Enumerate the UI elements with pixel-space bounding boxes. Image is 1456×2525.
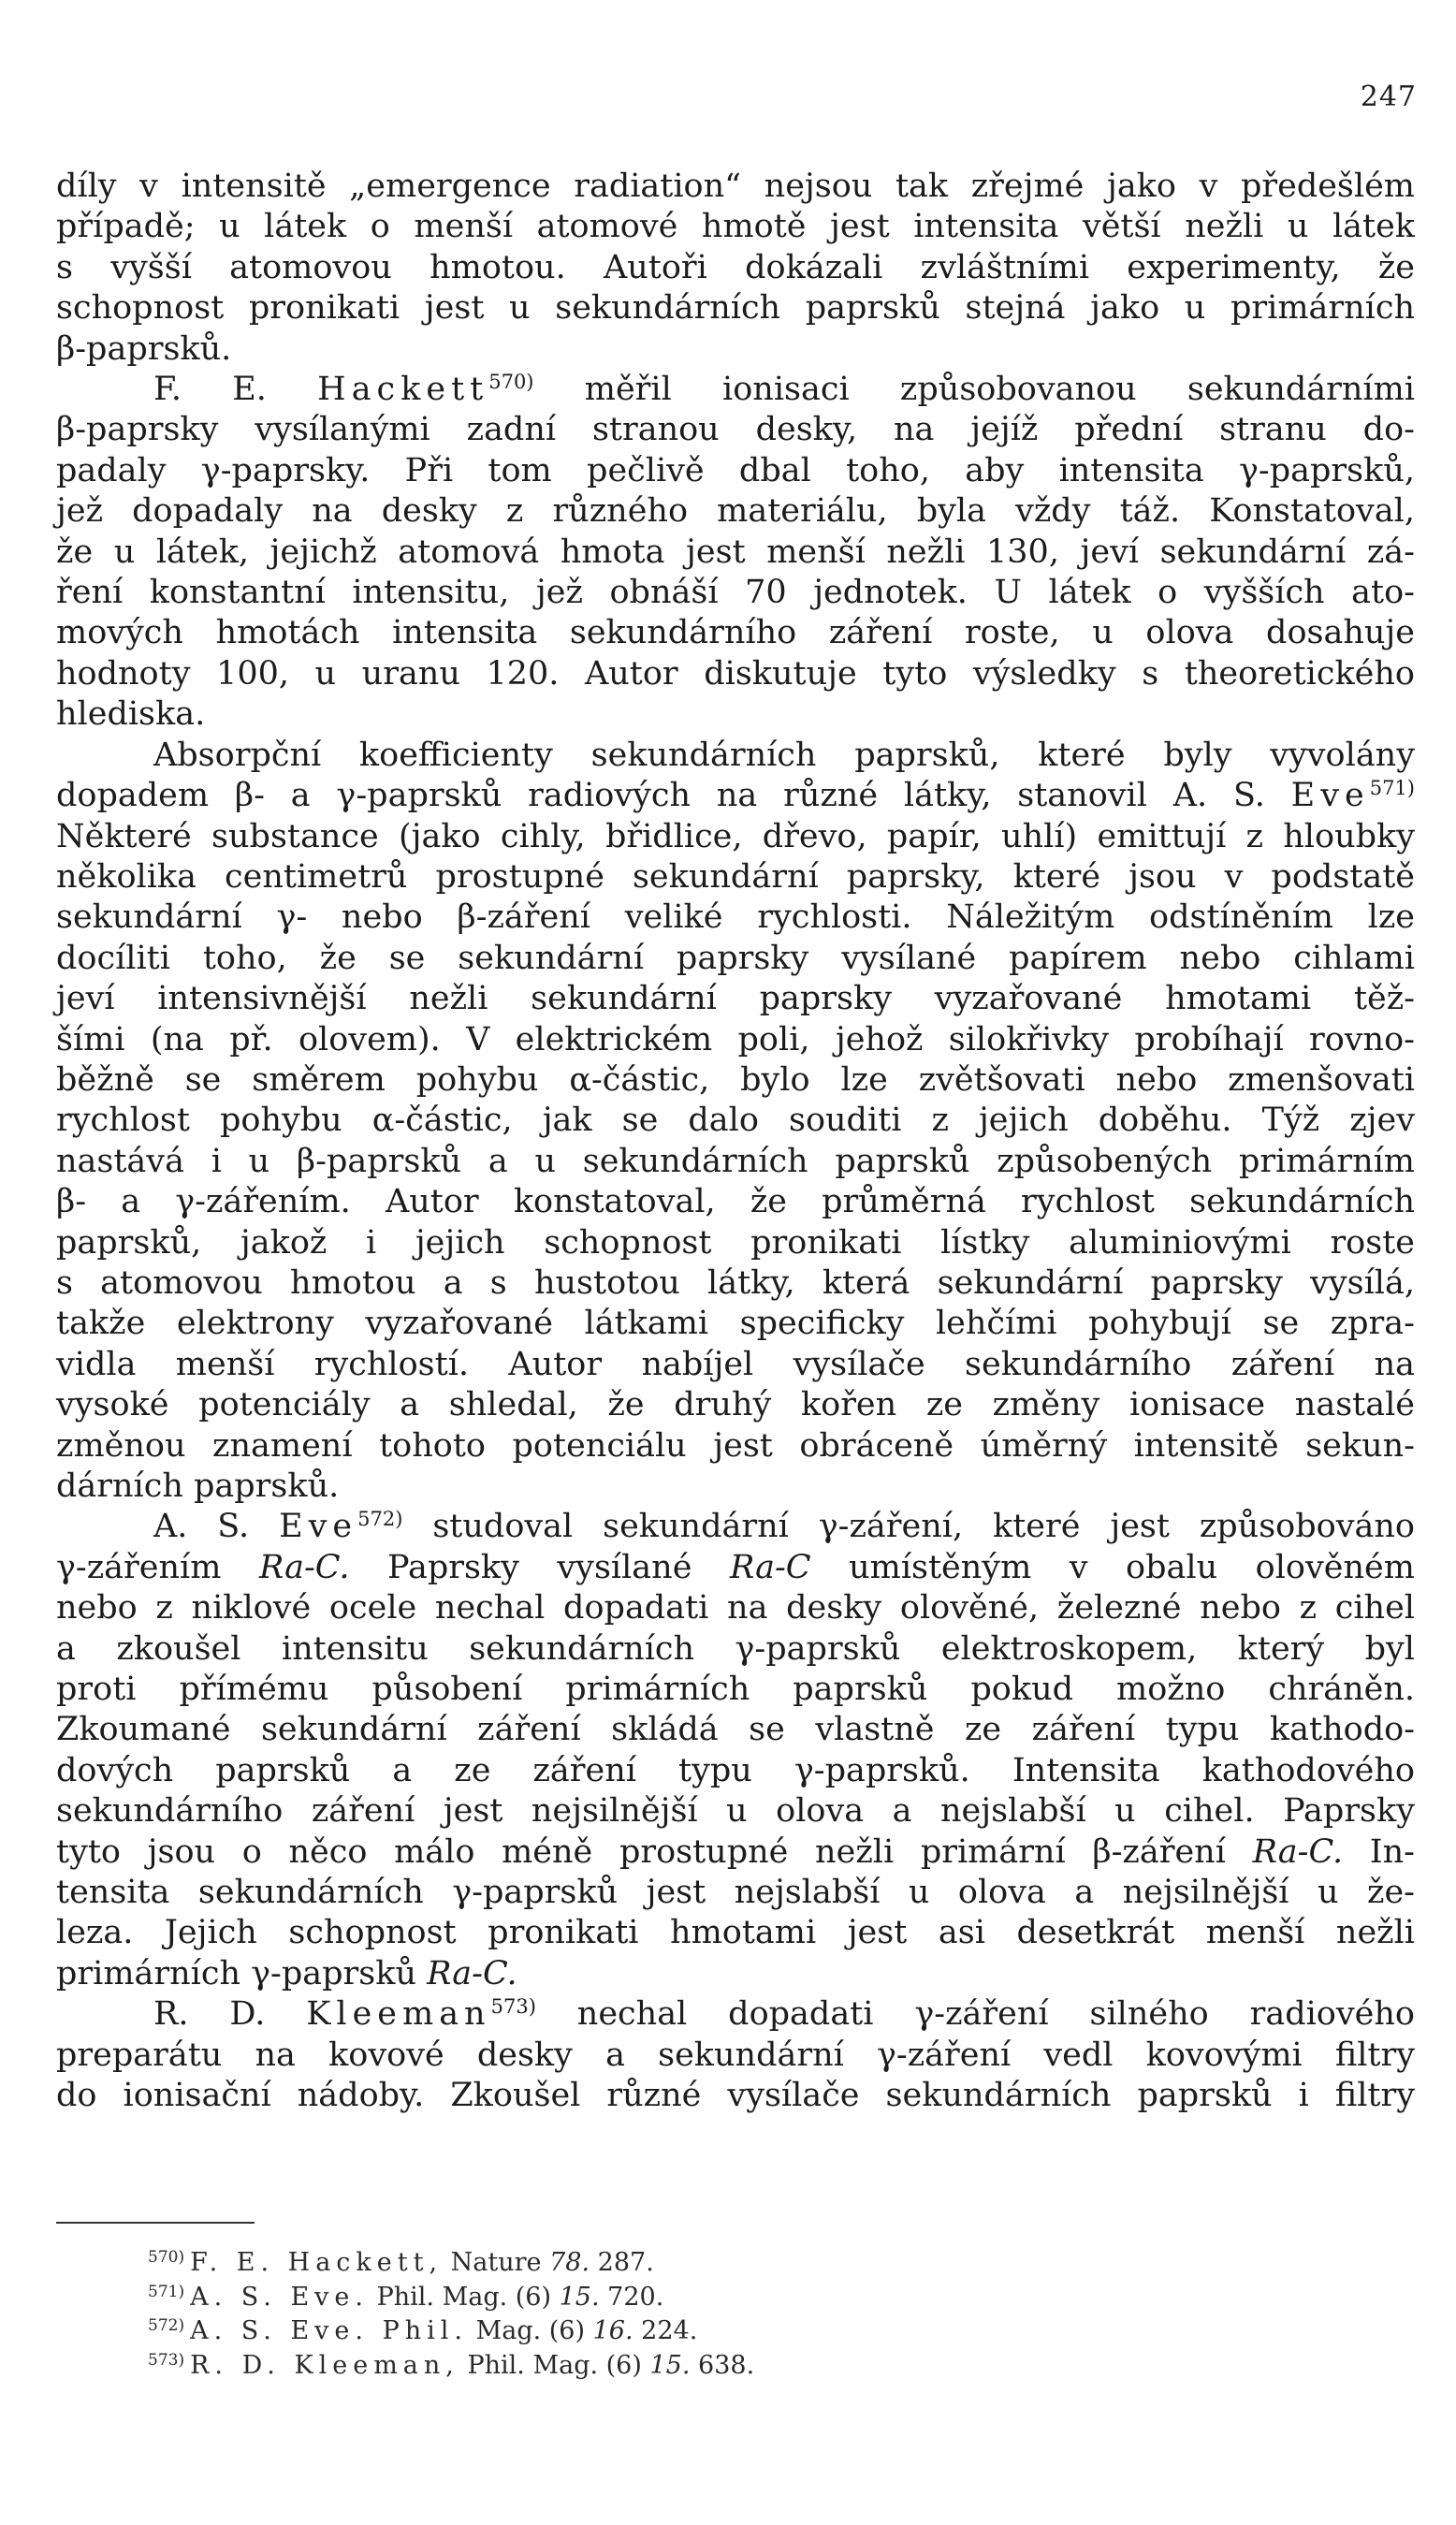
text-line: s atomovou hmotou a s hustotou látky, která sekundární paprsky vysílá, [56,1263,1415,1302]
footnote-mark: 570) [148,2248,185,2267]
text-line: dopadem β- a γ-paprsků radiových na různé látky, stanovil A. S. Eve$^{571)}$ [56,777,1415,815]
text-line: nebo z niklové ocele nechal dopadati na desky olověné, železné nebo z cihel [56,1589,1415,1627]
footnote-author: R. D. Kleeman, [190,2350,459,2380]
text-line: rychlost pohybu α-částic, jak se dalo souditi z jejich doběhu. Týž zjev [56,1102,1415,1140]
text-line: tyto jsou o něco málo méně prostupné nežli primární β-záření Ra-C. In- [56,1832,1415,1871]
text-line: β-paprsky vysílanými zadní stranou desky, na jejíž přední stranu do- [56,411,1415,449]
text-line: ření konstantní intensitu, jež obnáší 70 jednotek. U látek o vyšších ato- [56,574,1415,612]
text-line: mových hmotách intensita sekundárního záření roste, u olova dosahuje [56,614,1415,652]
isotope-label: Ra-C [729,1548,811,1586]
footnote-ref: 571) [1369,777,1415,800]
paragraph-start: Absorpční koefficienty sekundárních paprsků, které byly vyvolány [153,736,1415,774]
text-line: nastává i u β-paprsků a u sekundárních paprsků způsobených primárním [56,1142,1415,1180]
text-line: že u látek, jejichž atomová hmota jest menší nežli 130, jeví sekundární zá- [56,533,1415,571]
text-line: vidla menší rychlostí. Autor nabíjel vysílače sekundárního záření na [56,1345,1415,1383]
text-line: hlediska. [56,695,206,734]
text-line: s vyšší atomovou hmotou. Autoři dokázali zvláštními experimenty, že [56,248,1415,286]
text-line: primárních γ-paprsků Ra-C. [56,1954,517,1992]
text-line: proti přímému působení primárních paprsků pokud možno chráněn. [56,1671,1415,1709]
text-line: dových paprsků a ze záření typu γ-paprsků. Intensita kathodového [56,1751,1415,1789]
author-name: Eve [1290,777,1370,815]
text-line: Některé substance (jako cihly, břidlice, dřevo, papír, uhlí) emittují z hloubky [56,817,1415,855]
paragraph-start: A. S. Eve$^{572)}$ studoval sekundární γ-záření, které jest způsobováno [153,1508,1415,1546]
footnote-ref: 573) [490,1995,536,2019]
text-line: preparátu na kovové desky a sekundární γ-záření vedl kovovými filtry [56,2036,1415,2074]
footnote-mark: 572) [148,2316,185,2335]
footnote-ref: 570) [488,371,534,394]
text-line: díly v intensitě „emergence radiation“ nejsou tak zřejmé jako v předešlém [56,168,1415,205]
footnotes [148,2246,990,2383]
footnote-mark: 571) [148,2282,185,2301]
text-line: schopnost pronikati jest u sekundárních paprsků stejná jako u primárních [56,289,1415,328]
text-line: šími (na př. olovem). V elektrickém poli, jehož silokřivky probíhají rovno- [56,1020,1415,1058]
isotope-label: Ra-C. [427,1954,517,1992]
text-line: paprsků, jakož i jejich schopnost pronikati lístky aluminiovými roste [56,1223,1415,1262]
footnote-mark: 573) [148,2350,185,2370]
text-line: do ionisační nádoby. Zkoušel různé vysílače sekundárních paprsků i filtry [56,2077,1415,2115]
text-line: jež dopadaly na desky z různého materiálu, byla vždy táž. Konstatoval, [56,492,1415,531]
text-line: a zkoušel intensitu sekundárních γ-paprsků elektroskopem, který byl [56,1629,1415,1668]
author-name: Eve [279,1508,358,1546]
footnote: $^{572)}$ A. S. Eve. Phil. Mag. (6) 16. 224. [148,2316,698,2345]
text-line: β- a γ-zářením. Autor konstatoval, že průměrná rychlost sekundárních [56,1183,1415,1221]
footnote: $^{571)}$ A. S. Eve. Phil. Mag. (6) 15. 720. [148,2282,664,2312]
footnote-ref: 572) [357,1508,403,1531]
text-line: případě; u látek o menší atomové hmotě jest intensita větší nežli u látek [56,208,1415,246]
paragraph-start: F. E. Hackett$^{570)}$ měřil ionisaci způsobovanou sekundárními [153,371,1415,409]
author-name: Hackett [317,371,489,409]
body-text [56,167,1415,2117]
isotope-label: Ra-C. [1252,1832,1344,1871]
text-line: několika centimetrů prostupné sekundární paprsky, které jsou v podstatě [56,857,1415,896]
text-line: sekundární γ- nebo β-záření veliké rychlosti. Náležitým odstíněním lze [56,898,1415,937]
footnote-author: A. S. Eve. Phil. [190,2316,468,2345]
footnote-author: F. E. Hackett, [190,2248,444,2277]
text-line: leza. Jejich schopnost pronikati hmotami jest asi desetkrát menší nežli [56,1914,1415,1952]
text-line: tensita sekundárních γ-paprsků jest nejslabší u olova a nejsilnější u že- [56,1874,1415,1912]
page-number: 247 [1360,80,1417,113]
footnote-divider [56,2222,255,2224]
author-name: Kleeman [306,1995,491,2034]
text-line: jeví intensivnější nežli sekundární paprsky vyzařované hmotami těž- [56,980,1415,1018]
text-line: dárních paprsků. [56,1467,340,1505]
text-line: sekundárního záření jest nejsilnější u olova a nejslabší u cihel. Paprsky [56,1792,1415,1831]
text-line: takže elektrony vyzařované látkami specificky lehčími pohybují se zpra- [56,1305,1415,1343]
text-line: docíliti toho, že se sekundární paprsky vysílané papírem nebo cihlami [56,939,1415,977]
isotope-label: Ra-C. [258,1548,350,1586]
footnote-author: A. S. Eve. [190,2282,369,2312]
text-line: Zkoumané sekundární záření skládá se vlastně ze záření typu kathodo- [56,1711,1415,1749]
text-line: hodnoty 100, u uranu 120. Autor diskutuje tyto výsledky s theoretického [56,654,1415,693]
paragraph-start: R. D. Kleeman$^{573)}$ nechal dopadati γ-záření silného radiového [153,1995,1415,2034]
text-line: běžně se směrem pohybu α-částic, bylo lze zvětšovati nebo zmenšovati [56,1060,1415,1099]
text-line: vysoké potenciály a shledal, že druhý kořen ze změny ionisace nastalé [56,1386,1415,1424]
text-line: změnou znamení tohoto potenciálu jest obráceně úměrný intensitě sekun- [56,1426,1415,1465]
text-line: γ-zářením Ra-C. Paprsky vysílané Ra-C umístěným v obalu olověném [56,1548,1415,1586]
footnote: $^{573)}$ R. D. Kleeman, Phil. Mag. (6) 15. 638. [148,2350,755,2380]
text-line: padaly γ-paprsky. Při tom pečlivě dbal toho, aby intensita γ-paprsků, [56,451,1415,489]
text-line: β-paprsků. [56,329,232,368]
footnote: $^{570)}$ F. E. Hackett, Nature 78. 287. [148,2248,654,2277]
